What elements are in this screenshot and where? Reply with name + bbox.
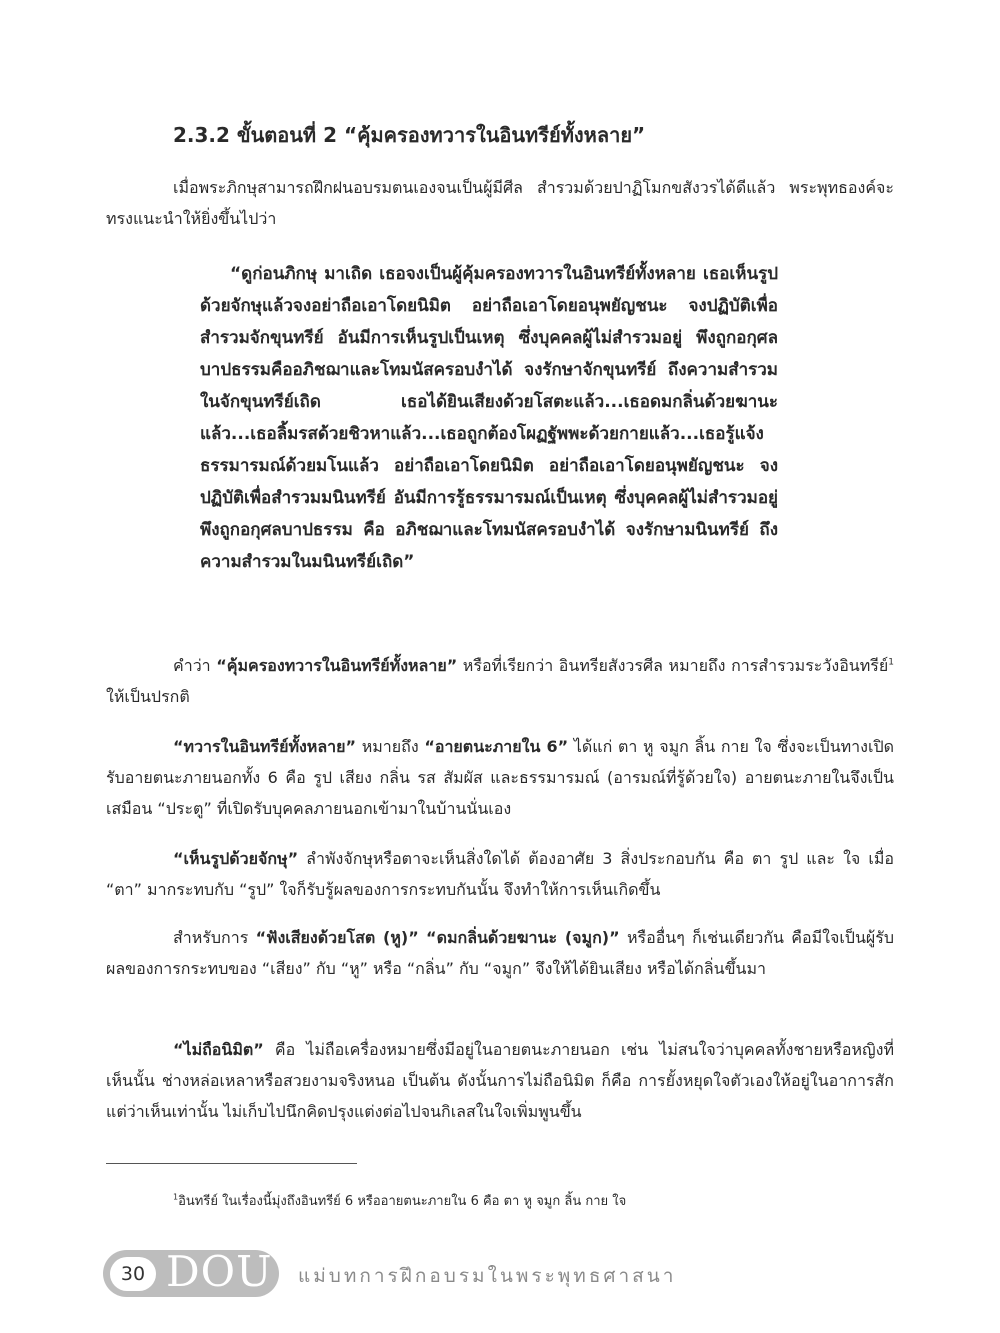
paragraph-seeing <box>106 843 894 905</box>
text-run: หรือที่เรียกว่า อินทรียสังวรศีล หมายถึง การสำรวมระวังอินทรีย์ <box>457 656 889 675</box>
term-bold: “ทวารในอินทรีย์ทั้งหลาย” <box>173 737 357 756</box>
footnote-number: 1 <box>173 1192 179 1202</box>
paragraph-nimitta <box>106 1034 894 1127</box>
text-run: หมายถึง <box>356 737 425 756</box>
intro-paragraph: เมื่อพระภิกษุสามารถฝึกฝนอบรมตนเองจนเป็นผู้มีศีล สำรวมด้วยปาฏิโมกขสังวรได้ดีแล้ว พระพุทธองค์จะทรงแนะนำให้ยิ่งขึ้นไปว่า <box>106 178 894 228</box>
buddha-quote: “ดูก่อนภิกษุ มาเถิด เธอจงเป็นผู้คุ้มครองทวารในอินทรีย์ทั้งหลาย เธอเห็นรูปด้วยจักษุแล้วจงอย่าถือเอาโดยนิมิต อย่าถือเอาโดยอนุพยัญชนะ จงปฏิบัติเพื่อสำรวมจักขุนทรีย์ อันมีการเห็นรูปเป็นเหตุ ซึ่งบุคคลผู้ไม่สำรวมอยู่ พึงถูกอกุศลบาปธรรมคืออภิชฌาและโทมนัสครอบงำได้ จงรักษาจักขุนทรีย์ ถึงความสำรวมในจักขุนทรีย์เถิด เธอได้ยินเสียงด้วยโสตะแล้ว...เธอดมกลิ่นด้วยฆานะแล้ว...เธอลิ้มรสด้วยชิวหาแล้ว...เธอถูกต้องโผฏฐัพพะด้วยกายแล้ว...เธอรู้แจ้งธรรมารมณ์ด้วยมโนแล้ว อย่าถือเอาโดยนิมิต อย่าถือเอาโดยอนุพยัญชนะ จงปฏิบัติเพื่อสำรวมมนินทรีย์ อันมีการรู้ธรรมารมณ์เป็นเหตุ ซึ่งบุคคลผู้ไม่สำรวมอยู่ พึงถูกอกุศลบาปธรรม คือ อภิชฌาและโทมนัสครอบงำได้ จงรักษามนินทรีย์ ถึงความสำรวมในมนินทรีย์เถิด” <box>200 264 778 572</box>
paragraph-doors <box>106 731 894 824</box>
term-bold: “คุ้มครองทวารในอินทรีย์ทั้งหลาย” <box>216 656 458 675</box>
term-bold: “เห็นรูปด้วยจักษุ” <box>173 849 299 868</box>
paragraph-definition <box>106 650 894 712</box>
term-bold: “ดมกลิ่นด้วยฆานะ (จมูก)” <box>426 928 620 947</box>
footnote <box>173 1190 893 1214</box>
text-run <box>419 928 426 947</box>
paragraph-hearing-smelling <box>106 922 894 984</box>
page-number: 30 <box>110 1257 156 1291</box>
text-run: ให้เป็นปรกติ <box>106 687 190 706</box>
term-bold: “ฟังเสียงด้วยโสต (หู)” <box>255 928 419 947</box>
text-run: คือ ไม่ถือเครื่องหมายซึ่งมีอยู่ในอายตนะภายนอก เช่น ไม่สนใจว่าบุคคลทั้งชายหรือหญิงที่เห็นนั้น ช่างหล่อเหลาหรือสวยงามจริงหนอ เป็นต้น ดังนั้นการไม่ถือนิมิต ก็คือ การยั้งหยุดใจตัวเองให้อยู่ในอาการสักแต่ว่าเห็นเท่านั้น ไม่เก็บไปนึกคิดปรุงแต่งต่อไปจนกิเลสในใจเพิ่มพูนขึ้น <box>106 1040 894 1121</box>
footnote-text: อินทรีย์ ในเรื่องนี้มุ่งถึงอินทรีย์ 6 หรืออายตนะภายใน 6 คือ ตา หู จมูก ลิ้น กาย ใจ <box>178 1194 627 1209</box>
footnote-ref[interactable]: 1 <box>888 657 894 668</box>
term-bold: “อายตนะภายใน 6” <box>424 737 569 756</box>
text-run: หรืออื่นๆ ก็เช่นเดียวกัน คือมีใจเป็นผู้รับผลของการกระทบของ “เสียง” กับ “หู” หรือ “กลิ่น” กับ “จมูก” จึงให้ได้ยินเสียง หรือได้กลิ่นขึ้นมา <box>106 928 895 978</box>
text-run: ได้แก่ ตา หู จมูก ลิ้น กาย ใจ ซึ่งจะเป็นทางเปิดรับอายตนะภายนอกทั้ง 6 คือ รูป เสียง กลิ่น รส สัมผัส และธรรมารมณ์ (อารมณ์ที่รู้ด้วยใจ) อายตนะภายในจึงเป็นเสมือน “ประตู” ที่เปิดรับบุคคลภายนอกเข้ามาในบ้านนั่นเอง <box>106 737 894 818</box>
dou-logo: DOU <box>166 1247 273 1296</box>
section-heading: 2.3.2 ขั้นตอนที่ 2 “คุ้มครองทวารในอินทรีย์ทั้งหลาย” <box>173 123 646 147</box>
text-run: ลำพังจักษุหรือตาจะเห็นสิ่งใดได้ ต้องอาศัย 3 สิ่งประกอบกัน คือ ตา รูป และ ใจ เมื่อ “ตา” มากระทบกับ “รูป” ใจก็รับรู้ผลของการกระทบกันนั้น จึงทำให้การเห็นเกิดขึ้น <box>106 849 894 899</box>
footnote-divider <box>106 1163 357 1164</box>
running-book-title: แม่บทการฝึกอบรมในพระพุทธศาสนา <box>298 1265 677 1287</box>
text-run: คำว่า <box>173 656 217 675</box>
term-bold: “ไม่ถือนิมิต” <box>173 1040 264 1059</box>
text-run: สำหรับการ <box>173 928 256 947</box>
